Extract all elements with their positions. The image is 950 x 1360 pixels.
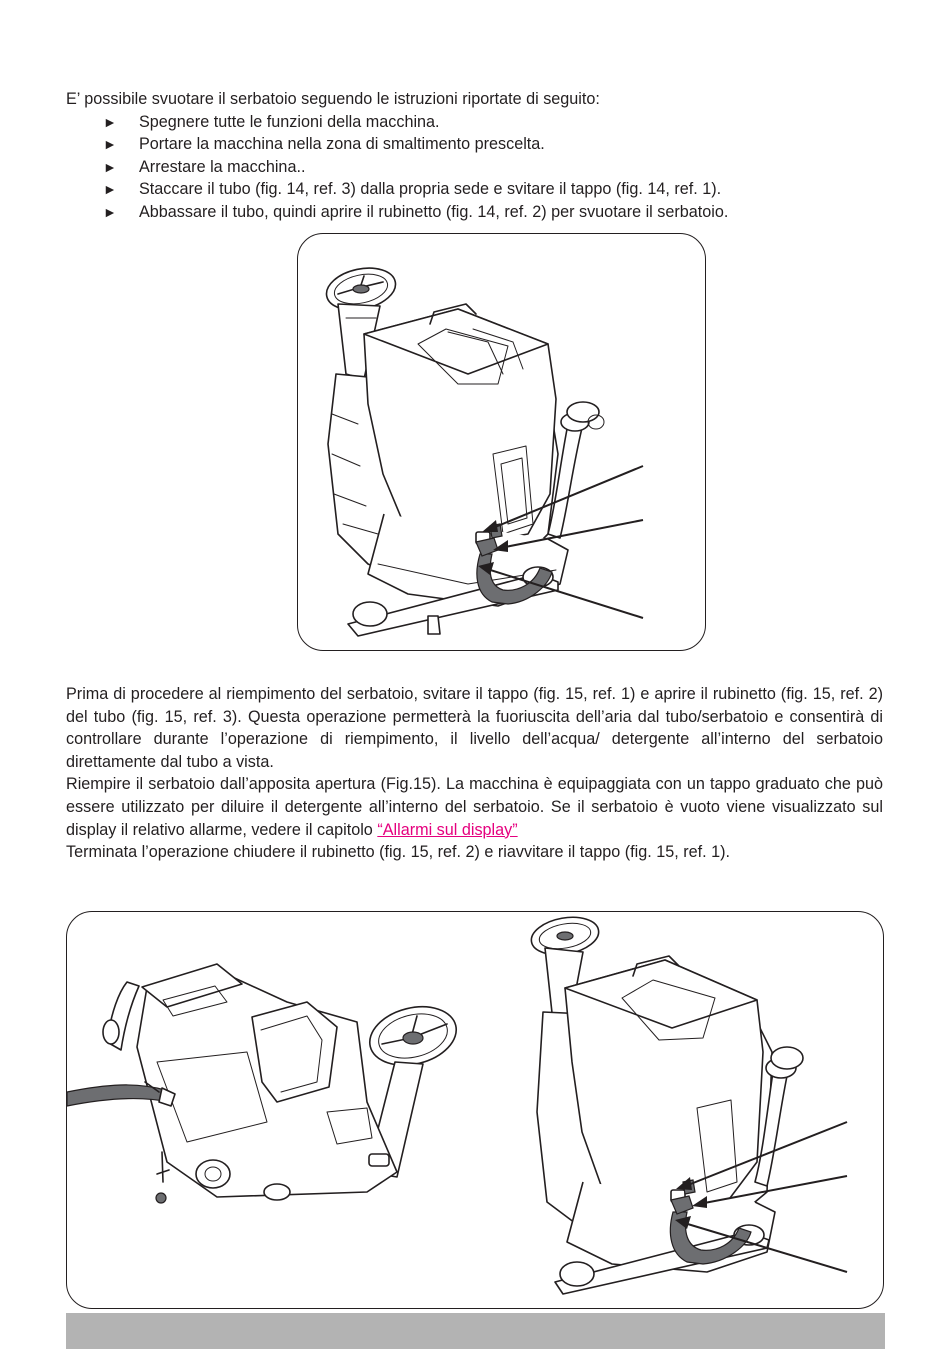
arrow-bullet-icon: ► bbox=[103, 136, 117, 152]
footer-bar bbox=[66, 1313, 885, 1349]
list-item: ► Spegnere tutte le funzioni della macchina. bbox=[66, 111, 896, 134]
tank-filling-illustration bbox=[67, 912, 884, 1309]
arrow-bullet-icon: ► bbox=[103, 158, 117, 175]
arrow-bullet-icon: ► bbox=[103, 113, 117, 130]
fill-paragraph-2: Riempire il serbatoio dall’apposita apertura (Fig.15). La macchina è equipaggiata con un tappo graduato che può essere utilizzato per diluire il detergente all’interno del serbatoio. Se il serbatoio è vuoto viene visualizzato sul display il relativo allarme, vedere il capitolo “Allarmi sul display” bbox=[66, 775, 883, 839]
fill-instructions bbox=[66, 683, 883, 864]
fill-paragraph-1: Prima di procedere al riempimento del serbatoio, svitare il tappo (fig. 15, ref. 1) e aprire il rubinetto (fig. 15, ref. 2) del tubo (fig. 15, ref. 3). Questa operazione permetterà la fuoriuscita dell’aria dal tubo/serbatoio e consentirà di controllare durante l’operazione di riempimento, il livello dell’acqua/ detergente all’interno del serbatoio direttamente dal tubo a vista. bbox=[66, 685, 883, 771]
figure-15-tank-filling bbox=[66, 911, 884, 1309]
drain-intro-text: E’ possibile svuotare il serbatoio seguendo le istruzioni riportate di seguito: bbox=[66, 90, 600, 108]
machine-rear-illustration bbox=[298, 234, 706, 651]
alarms-display-link[interactable]: “Allarmi sul display” bbox=[377, 820, 518, 839]
list-item: ► Portare la macchina nella zona di smaltimento prescelta. bbox=[66, 133, 896, 156]
machine-side-view-illustration bbox=[67, 964, 462, 1203]
machine-rear-view-illustration bbox=[528, 912, 847, 1294]
list-item: ► Staccare il tubo (fig. 14, ref. 3) dalla propria sede e svitare il tappo (fig. 14, ref. 1). bbox=[66, 178, 896, 201]
arrow-bullet-icon: ► bbox=[103, 181, 117, 197]
arrow-bullet-icon: ► bbox=[103, 203, 117, 220]
fill-paragraph-3: Terminata l’operazione chiudere il rubinetto (fig. 15, ref. 2) e riavvitare il tappo (fig. 15, ref. 1). bbox=[66, 843, 731, 862]
figure-14-drain-hose bbox=[297, 233, 706, 651]
drain-instructions bbox=[66, 88, 896, 223]
list-item: ► Arrestare la macchina.. bbox=[66, 156, 896, 179]
list-item: ► Abbassare il tubo, quindi aprire il rubinetto (fig. 14, ref. 2) per svuotare il serbatoio. bbox=[66, 201, 896, 224]
drain-steps-list bbox=[66, 111, 896, 224]
